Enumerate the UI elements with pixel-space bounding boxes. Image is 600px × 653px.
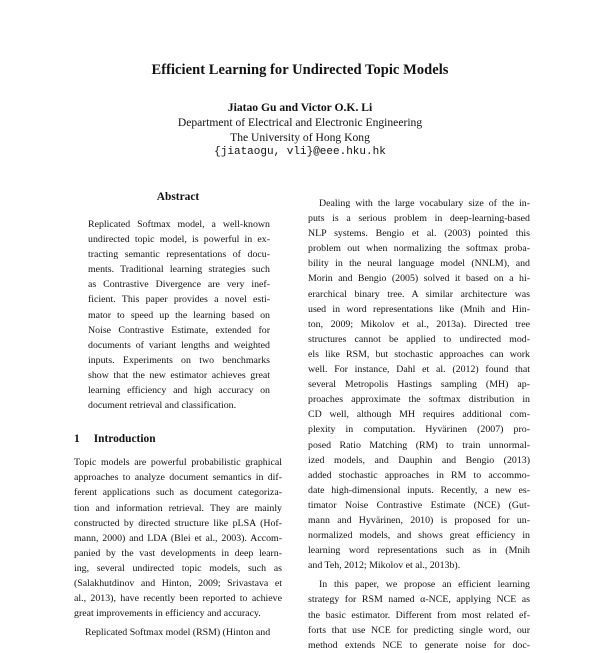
body-line: bility in the neural language model (NNLM), and xyxy=(308,258,530,270)
abstract-body xyxy=(88,217,270,413)
left-column xyxy=(74,190,282,640)
body-line: NLP systems. Bengio et al. (2003) pointed this xyxy=(308,228,530,240)
abstract-line: undirected topic model, is powerful in ex- xyxy=(88,234,270,246)
body-line: Dealing with the large vocabulary size of the in- xyxy=(319,198,530,209)
body-line: Replicated Softmax model (RSM) (Hinton and xyxy=(85,627,271,639)
abstract-line: ficient. This paper provides a novel esti- xyxy=(88,294,270,306)
body-line: well. For instance, Dahl et al. (2012) found that xyxy=(308,364,530,376)
abstract-line: ments. Traditional learning strategies such xyxy=(88,264,270,276)
body-line: date high-dimensional inputs. Recently, a new es- xyxy=(308,484,530,496)
section-heading-introduction xyxy=(74,432,282,446)
body-line: and Teh, 2012; Mikolov et al., 2013b). xyxy=(308,560,461,572)
body-line: ton, 2009; Mikolov et al., 2013a). Directed tree xyxy=(308,318,530,330)
body-line: In this paper, we propose an efficient learning xyxy=(319,579,530,591)
author-department: Department of Electrical and Electronic Engineering xyxy=(177,116,423,129)
body-line: normalized models, and shows great efficiency in xyxy=(308,530,530,542)
body-line: method extends NCE to generate noise for doc- xyxy=(308,639,530,651)
body-line: used in word representations like (Mnih and Hin- xyxy=(308,303,530,315)
body-line: timator Noise Contrastive Estimate (NCE) (Gut- xyxy=(308,499,530,511)
right-column xyxy=(308,196,530,653)
body-line: ing, several undirected topic models, such as xyxy=(74,562,282,574)
author-block xyxy=(0,100,600,160)
body-line: (Salakhutdinov and Hinton, 2009; Srivastava et xyxy=(74,577,282,589)
body-line: ized models, and Dauphin and Bengio (2013) xyxy=(308,454,530,466)
author-university: The University of Hong Kong xyxy=(230,131,370,144)
body-line: structures cannot be applied to undirected mod- xyxy=(308,333,530,345)
body-line: added stochastic approaches in RM to accommo- xyxy=(308,469,530,481)
body-line: ferent applications such as document categoriza- xyxy=(74,487,282,499)
body-line: proaches approximate the softmax distribution in xyxy=(308,394,530,406)
body-line: plexity in computation. Hyvärinen (2007) pro- xyxy=(308,424,530,436)
abstract-line: Replicated Softmax model, a well-known xyxy=(88,219,270,230)
body-line: learning word representations such as in (Mnih xyxy=(308,545,530,557)
body-line: the basic estimator. Different from most related ef- xyxy=(308,609,530,621)
abstract-line: Noise Contrastive Estimate, extended for xyxy=(88,324,270,336)
abstract-line: tracting semantic representations of docu- xyxy=(88,249,270,261)
body-line: Morin and Bengio (2005) solved it based on a hi- xyxy=(308,273,530,285)
body-line: problem out when normalizing the softmax proba- xyxy=(308,243,530,255)
intro-paragraph-2 xyxy=(74,625,282,640)
body-line: several Metropolis Hastings sampling (MH) ap- xyxy=(308,379,530,391)
abstract-line: mator to speed up the learning based on xyxy=(88,309,270,321)
body-line: forts that use NCE for predicting single word, our xyxy=(308,624,530,636)
abstract-line: show that the new estimator achieves great xyxy=(88,369,270,381)
body-line: erarchical binary tree. A similar architecture was xyxy=(308,288,530,300)
author-names: Jiatao Gu and Victor O.K. Li xyxy=(227,101,373,114)
right-paragraph-1 xyxy=(308,196,530,573)
body-line: al., 2013), have recently been reported to achieve xyxy=(74,593,282,605)
body-line: tion and information retrieval. They are mainly xyxy=(74,502,282,514)
body-line: approaches to analyze document semantics in dif- xyxy=(74,472,282,484)
abstract-line: document retrieval and classification. xyxy=(88,400,237,412)
abstract-line: inputs. Experiments on two benchmarks xyxy=(88,354,270,366)
abstract-line: learning efficiency and high accuracy on xyxy=(88,385,270,397)
abstract-line: as Contrastive Divergence are very inef- xyxy=(88,279,270,291)
abstract-line: documents of variant lengths and weighted xyxy=(88,339,270,351)
body-line: strategy for RSM named α-NCE, applying NCE as xyxy=(308,594,530,606)
author-email: {jiataogu, vli}@eee.hku.hk xyxy=(214,146,386,158)
body-line: constructed by directed structure like pLSA (Hof- xyxy=(74,517,282,529)
section-number: 1 xyxy=(74,433,80,446)
body-line: great improvements in efficiency and accuracy. xyxy=(74,608,261,620)
body-line: mann and Hyvärinen, 2010) is proposed for un- xyxy=(308,514,530,526)
paper-title: Efficient Learning for Undirected Topic Models xyxy=(151,62,449,78)
intro-paragraph-1 xyxy=(74,455,282,621)
body-line: panied by the vast developments in deep learn- xyxy=(74,547,282,559)
body-line: puts is a serious problem in deep-learning-based xyxy=(308,213,530,225)
body-line: CD well, although MH requires additional com- xyxy=(308,409,530,421)
abstract-heading: Abstract xyxy=(156,191,200,203)
body-line: els like RSM, but stochastic approaches can work xyxy=(308,348,530,360)
right-paragraph-2 xyxy=(308,577,530,652)
body-line: posed Ratio Matching (RM) to train unnormal- xyxy=(308,439,530,451)
body-line: mann, 2000) and LDA (Blei et al., 2003). Accom- xyxy=(74,532,282,544)
section-title: Introduction xyxy=(93,433,156,446)
body-line: Topic models are powerful probabilistic graphical xyxy=(74,457,282,469)
